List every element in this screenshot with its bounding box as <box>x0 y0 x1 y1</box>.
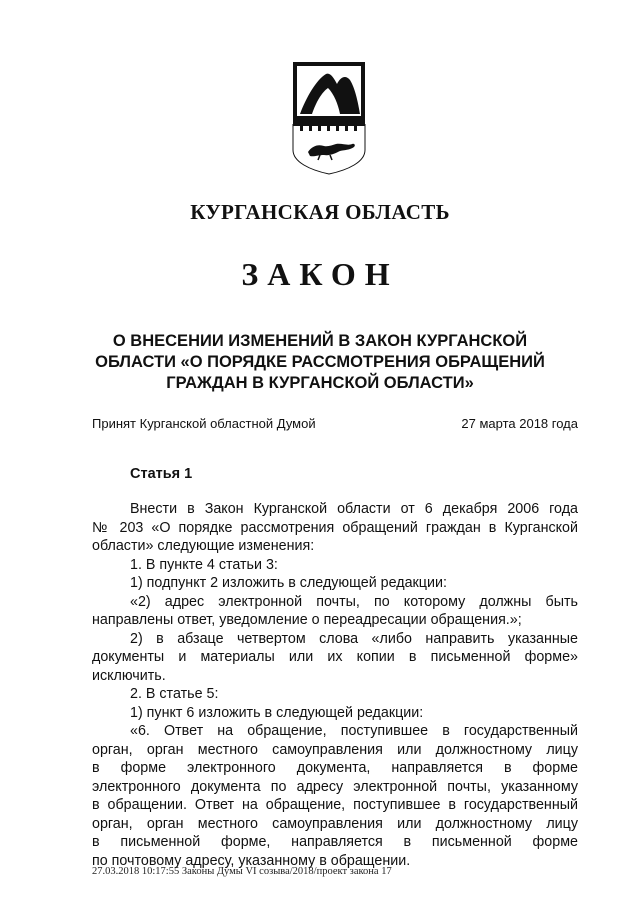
article-body <box>92 500 578 870</box>
law-title-line: О ВНЕСЕНИИ ИЗМЕНЕНИЙ В ЗАКОН КУРГАНСКОЙ <box>112 332 528 350</box>
body-line: направлены ответ, уведомление о переадресации обращения.»; <box>92 612 522 628</box>
body-line: 2) в абзаце четвертом слова «либо направить указанные <box>130 630 578 647</box>
body-line: в форме электронного документа, направляется в форме <box>92 760 578 776</box>
law-title-line: ГРАЖДАН В КУРГАНСКОЙ ОБЛАСТИ» <box>166 374 474 392</box>
body-line: 1. В пункте 4 статьи 3: <box>130 556 278 573</box>
body-line: Внести в Закон Курганской области от 6 декабря 2006 года <box>130 501 578 517</box>
body-line: по почтовому адресу, указанному в обращении. <box>92 852 411 869</box>
body-line: орган, орган местного самоуправления или должностному лицу <box>92 815 578 832</box>
law-title <box>60 331 580 394</box>
document-type-heading: ЗАКОН <box>241 256 399 292</box>
body-line: исключить. <box>92 667 166 684</box>
article-heading: Статья 1 <box>130 466 193 482</box>
body-line: области» следующие изменения: <box>92 538 315 554</box>
adoption-date: 27 марта 2018 года <box>461 416 578 431</box>
adoption-line <box>92 416 578 431</box>
body-line: 2. В статье 5: <box>130 686 219 702</box>
body-line: электронного документа по адресу электронной почты, указанному <box>92 778 578 795</box>
law-title-line: ОБЛАСТИ «О ПОРЯДКЕ РАССМОТРЕНИЯ ОБРАЩЕНИЙ <box>95 353 545 371</box>
region-heading: КУРГАНСКАЯ ОБЛАСТЬ <box>190 200 450 224</box>
body-line: орган, орган местного самоуправления или должностному лицу <box>92 741 578 758</box>
body-line: «2) адрес электронной почты, по которому должны быть <box>130 593 578 610</box>
footer-path: 27.03.2018 10:17:55 Законы Думы VI созыва/2018/проект закона 17 <box>92 866 392 877</box>
body-line: № 203 «О порядке рассмотрения обращений граждан в Курганской <box>92 519 578 536</box>
body-line: в письменной форме, направляется в письменной форме <box>92 834 578 850</box>
body-line: 1) подпункт 2 изложить в следующей редакции: <box>130 575 447 591</box>
adopted-by: Принят Курганской областной Думой <box>92 416 316 431</box>
body-line: документы и материалы или их копии в письменной форме» <box>92 649 578 665</box>
body-line: «6. Ответ на обращение, поступившее в государственный <box>130 723 578 739</box>
body-line: 1) пункт 6 изложить в следующей редакции: <box>130 704 424 721</box>
body-line: в обращении. Ответ на обращение, поступившее в государственный <box>92 797 578 813</box>
coat-of-arms-icon <box>290 58 368 178</box>
